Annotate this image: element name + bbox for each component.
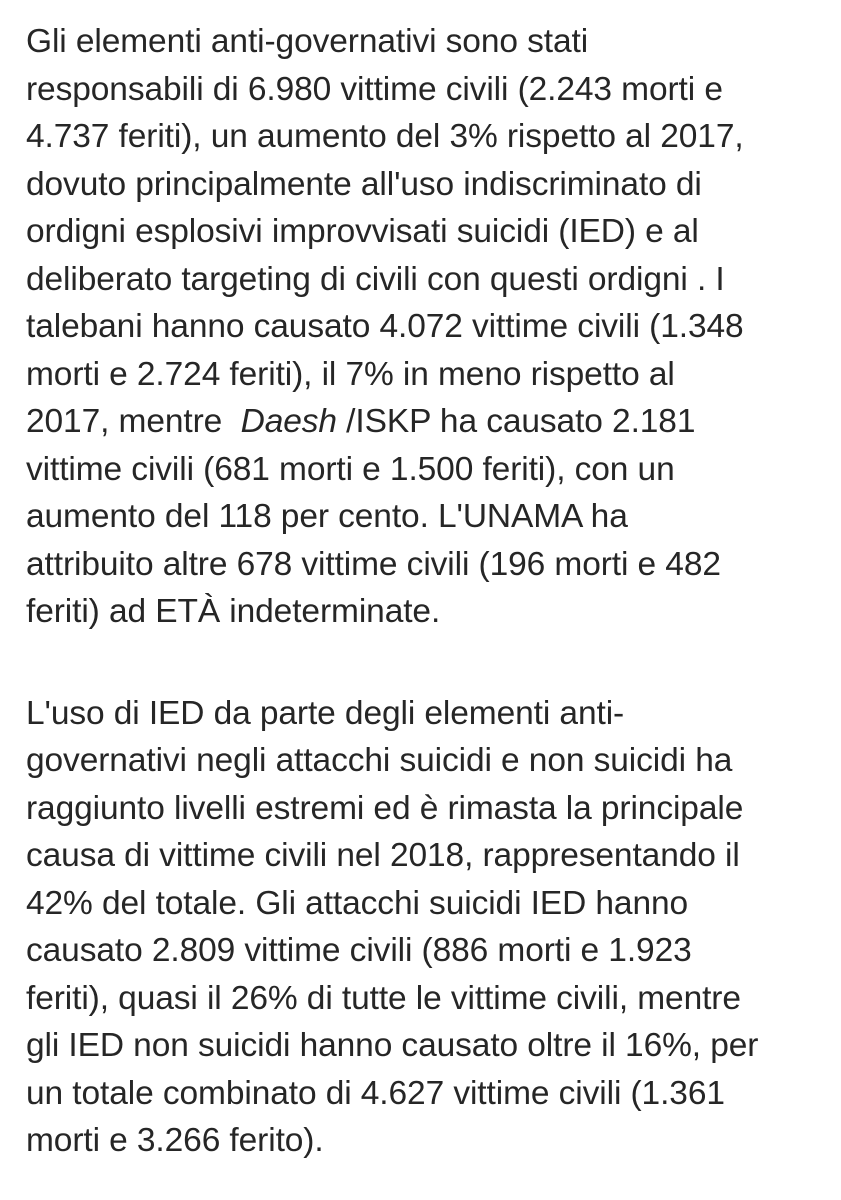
text-line: feriti) ad ETÀ indeterminate. <box>26 593 441 630</box>
text-line: un totale combinato di 4.627 vittime civili (1.361 <box>26 1074 725 1112</box>
text-line: raggiunto livelli estremi ed è rimasta la principale <box>26 789 744 827</box>
text-line: morti e 3.266 ferito). <box>26 1122 324 1159</box>
text-fragment: 2017, mentre <box>26 403 241 440</box>
text-line: ordigni esplosivi improvvisati suicidi (IED) e al <box>26 213 699 250</box>
text-line: responsabili di 6.980 vittime civili (2.243 morti e <box>26 70 723 108</box>
text-fragment: /ISKP ha causato 2.181 <box>336 403 696 440</box>
text-line: vittime civili (681 morti e 1.500 feriti), con un <box>26 450 675 488</box>
italic-term: Daesh <box>240 403 337 440</box>
text-line-mixed <box>26 398 841 446</box>
text-line: deliberato targeting di civili con questi ordigni . I <box>26 260 725 298</box>
text-line: feriti), quasi il 26% di tutte le vittime civili, mentre <box>26 979 741 1017</box>
text-line: talebani hanno causato 4.072 vittime civili (1.348 <box>26 308 744 345</box>
text-line: gli IED non suicidi hanno causato oltre il 16%, per <box>26 1027 759 1064</box>
text-line: dovuto principalmente all'uso indiscriminato di <box>26 165 702 203</box>
text-line: 4.737 feriti), un aumento del 3% rispetto al 2017, <box>26 118 744 155</box>
paragraph-2 <box>26 690 841 1165</box>
text-line: morti e 2.724 feriti), il 7% in meno rispetto al <box>26 355 675 393</box>
text-line: causa di vittime civili nel 2018, rappresentando il <box>26 837 740 874</box>
paragraph-spacer <box>26 636 841 690</box>
text-line: attribuito altre 678 vittime civili (196 morti e 482 <box>26 545 721 583</box>
text-line: governativi negli attacchi suicidi e non suicidi ha <box>26 742 733 779</box>
text-line: L'uso di IED da parte degli elementi anti- <box>26 694 625 732</box>
text-line: 42% del totale. Gli attacchi suicidi IED hanno <box>26 884 689 922</box>
text-line: aumento del 118 per cento. L'UNAMA ha <box>26 498 628 535</box>
text-line: Gli elementi anti-governativi sono stati <box>26 23 589 60</box>
text-line: causato 2.809 vittime civili (886 morti e 1.923 <box>26 932 692 969</box>
article-body <box>26 18 841 1165</box>
paragraph-1 <box>26 18 841 636</box>
